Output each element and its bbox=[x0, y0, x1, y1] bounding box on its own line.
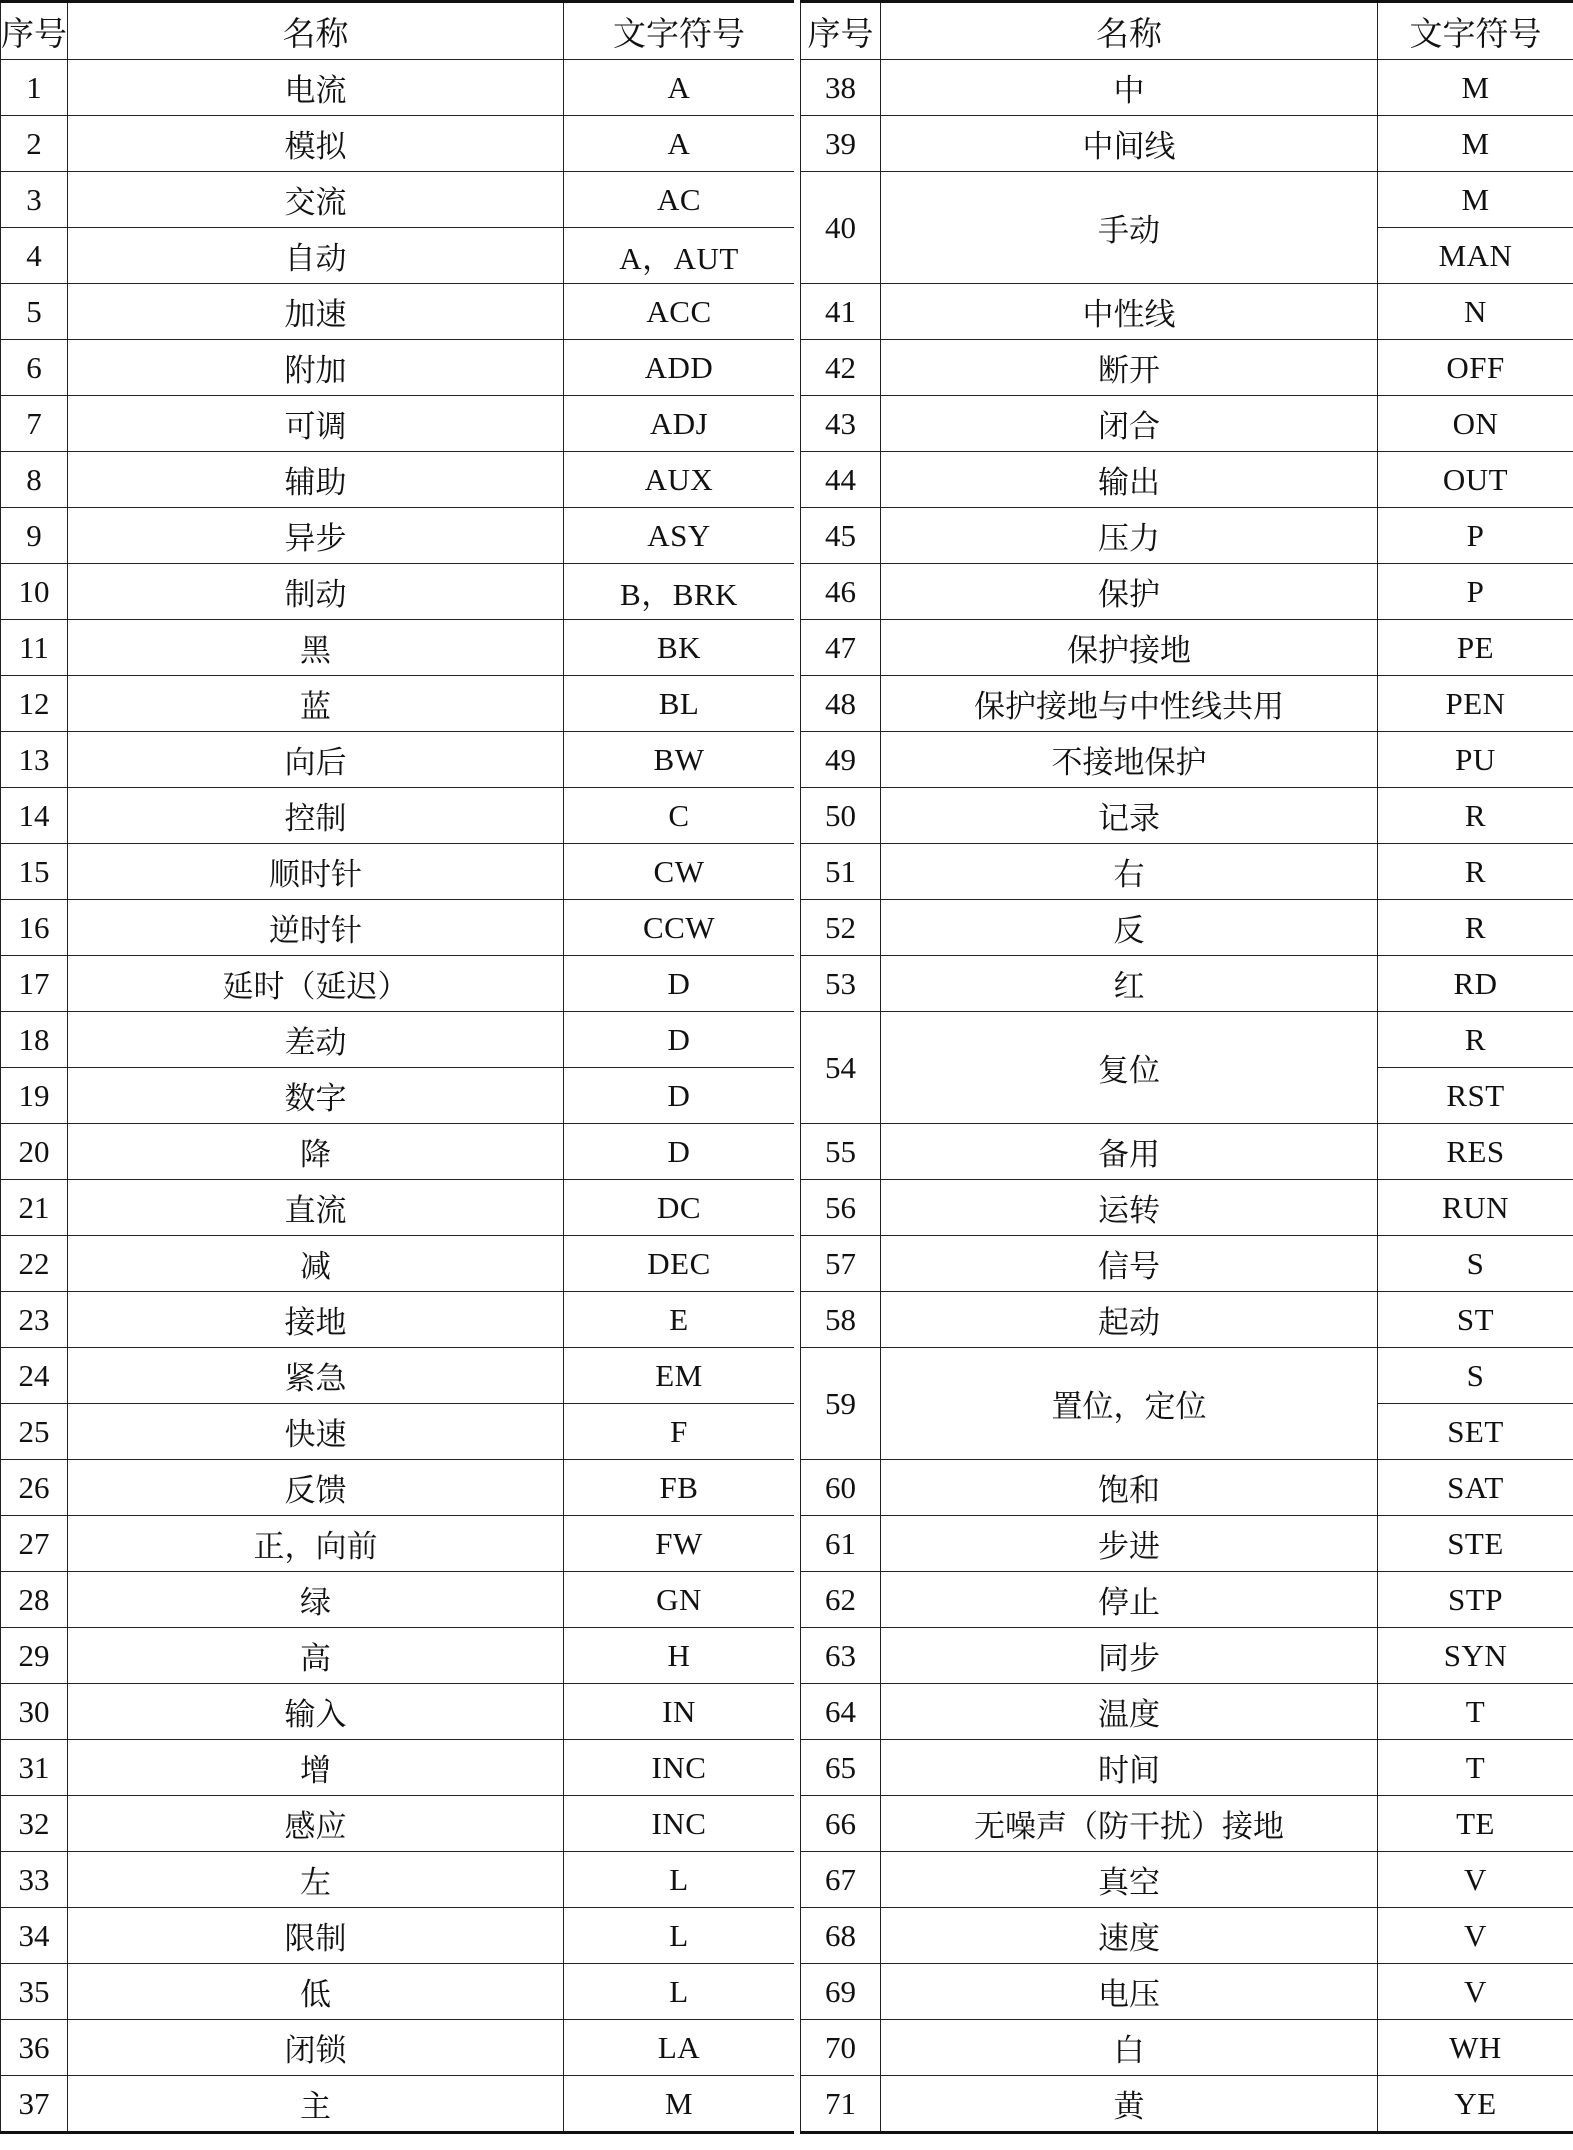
row-symbol: FB bbox=[564, 1460, 795, 1516]
header-symbol: 文字符号 bbox=[564, 2, 795, 60]
row-name: 步进 bbox=[881, 1516, 1378, 1572]
row-number: 70 bbox=[801, 2020, 881, 2076]
table-row bbox=[801, 1628, 1573, 1684]
row-name: 主 bbox=[68, 2076, 564, 2133]
table-row bbox=[801, 1012, 1573, 1068]
row-symbol: YE bbox=[1378, 2076, 1573, 2133]
row-symbol: BW bbox=[564, 732, 795, 788]
table-row bbox=[801, 1180, 1573, 1236]
row-name: 无噪声（防干扰）接地 bbox=[881, 1796, 1378, 1852]
table-row bbox=[1, 452, 795, 508]
table-row bbox=[801, 1796, 1573, 1852]
row-number: 13 bbox=[1, 732, 68, 788]
table-row bbox=[1, 116, 795, 172]
row-name: 复位 bbox=[881, 1012, 1378, 1124]
row-symbol: IN bbox=[564, 1684, 795, 1740]
right-table bbox=[800, 0, 1573, 2134]
table-row bbox=[801, 284, 1573, 340]
table-row bbox=[1, 284, 795, 340]
row-number: 21 bbox=[1, 1180, 68, 1236]
row-symbol: C bbox=[564, 788, 795, 844]
row-name: 感应 bbox=[68, 1796, 564, 1852]
row-number: 24 bbox=[1, 1348, 68, 1404]
row-number: 19 bbox=[1, 1068, 68, 1124]
row-number: 6 bbox=[1, 340, 68, 396]
row-symbol: SYN bbox=[1378, 1628, 1573, 1684]
row-number: 10 bbox=[1, 564, 68, 620]
row-number: 55 bbox=[801, 1124, 881, 1180]
table-row bbox=[801, 1348, 1573, 1404]
row-name: 数字 bbox=[68, 1068, 564, 1124]
table-row bbox=[1, 1460, 795, 1516]
table-row bbox=[1, 620, 795, 676]
row-name: 保护接地 bbox=[881, 620, 1378, 676]
row-number: 18 bbox=[1, 1012, 68, 1068]
row-name: 中间线 bbox=[881, 116, 1378, 172]
row-number: 26 bbox=[1, 1460, 68, 1516]
row-number: 38 bbox=[801, 60, 881, 116]
row-symbol: T bbox=[1378, 1740, 1573, 1796]
row-number: 71 bbox=[801, 2076, 881, 2133]
row-symbol: MAN bbox=[1378, 228, 1573, 284]
row-symbol: P bbox=[1378, 508, 1573, 564]
row-number: 34 bbox=[1, 1908, 68, 1964]
row-symbol: STP bbox=[1378, 1572, 1573, 1628]
row-name: 输入 bbox=[68, 1684, 564, 1740]
row-number: 46 bbox=[801, 564, 881, 620]
header-name: 名称 bbox=[881, 2, 1378, 60]
row-name: 向后 bbox=[68, 732, 564, 788]
row-number: 69 bbox=[801, 1964, 881, 2020]
row-name: 正，向前 bbox=[68, 1516, 564, 1572]
row-name: 闭锁 bbox=[68, 2020, 564, 2076]
row-number: 41 bbox=[801, 284, 881, 340]
row-name: 同步 bbox=[881, 1628, 1378, 1684]
row-name: 电流 bbox=[68, 60, 564, 116]
row-number: 53 bbox=[801, 956, 881, 1012]
row-name: 压力 bbox=[881, 508, 1378, 564]
table-row bbox=[1, 1404, 795, 1460]
row-name: 辅助 bbox=[68, 452, 564, 508]
row-name: 手动 bbox=[881, 172, 1378, 284]
table-row bbox=[1, 732, 795, 788]
row-symbol: L bbox=[564, 1964, 795, 2020]
table-row bbox=[1, 60, 795, 116]
row-number: 11 bbox=[1, 620, 68, 676]
row-symbol: A bbox=[564, 116, 795, 172]
row-number: 35 bbox=[1, 1964, 68, 2020]
row-symbol: GN bbox=[564, 1572, 795, 1628]
row-number: 4 bbox=[1, 228, 68, 284]
row-symbol: AUX bbox=[564, 452, 795, 508]
table-row bbox=[1, 676, 795, 732]
row-name: 中 bbox=[881, 60, 1378, 116]
table-row bbox=[1, 1012, 795, 1068]
row-number: 59 bbox=[801, 1348, 881, 1460]
header-no: 序号 bbox=[801, 2, 881, 60]
table-row bbox=[1, 1180, 795, 1236]
row-name: 闭合 bbox=[881, 396, 1378, 452]
table-row bbox=[801, 1460, 1573, 1516]
table-row bbox=[1, 1236, 795, 1292]
table-row bbox=[1, 1852, 795, 1908]
row-name: 减 bbox=[68, 1236, 564, 1292]
row-name: 保护 bbox=[881, 564, 1378, 620]
table-row bbox=[1, 508, 795, 564]
row-number: 40 bbox=[801, 172, 881, 284]
row-symbol: P bbox=[1378, 564, 1573, 620]
row-number: 47 bbox=[801, 620, 881, 676]
table-row bbox=[801, 396, 1573, 452]
row-name: 控制 bbox=[68, 788, 564, 844]
row-symbol: WH bbox=[1378, 2020, 1573, 2076]
table-row bbox=[801, 2076, 1573, 2133]
row-symbol: DEC bbox=[564, 1236, 795, 1292]
row-symbol: V bbox=[1378, 1852, 1573, 1908]
row-symbol: D bbox=[564, 1012, 795, 1068]
row-symbol: PU bbox=[1378, 732, 1573, 788]
table-row bbox=[801, 1292, 1573, 1348]
table-row bbox=[1, 844, 795, 900]
row-name: 右 bbox=[881, 844, 1378, 900]
row-name: 黑 bbox=[68, 620, 564, 676]
row-name: 限制 bbox=[68, 1908, 564, 1964]
row-symbol: ST bbox=[1378, 1292, 1573, 1348]
row-name: 附加 bbox=[68, 340, 564, 396]
row-symbol: A，AUT bbox=[564, 228, 795, 284]
row-number: 58 bbox=[801, 1292, 881, 1348]
row-symbol: R bbox=[1378, 844, 1573, 900]
row-number: 42 bbox=[801, 340, 881, 396]
row-name: 降 bbox=[68, 1124, 564, 1180]
row-name: 反馈 bbox=[68, 1460, 564, 1516]
row-number: 12 bbox=[1, 676, 68, 732]
row-symbol: RST bbox=[1378, 1068, 1573, 1124]
table-row bbox=[1, 564, 795, 620]
row-number: 54 bbox=[801, 1012, 881, 1124]
row-symbol: TE bbox=[1378, 1796, 1573, 1852]
row-number: 22 bbox=[1, 1236, 68, 1292]
row-name: 增 bbox=[68, 1740, 564, 1796]
row-symbol: D bbox=[564, 1068, 795, 1124]
row-number: 27 bbox=[1, 1516, 68, 1572]
row-number: 62 bbox=[801, 1572, 881, 1628]
row-number: 36 bbox=[1, 2020, 68, 2076]
row-symbol: OUT bbox=[1378, 452, 1573, 508]
row-name: 直流 bbox=[68, 1180, 564, 1236]
row-number: 30 bbox=[1, 1684, 68, 1740]
row-symbol: ADJ bbox=[564, 396, 795, 452]
row-name: 低 bbox=[68, 1964, 564, 2020]
header-no: 序号 bbox=[1, 2, 68, 60]
row-name: 加速 bbox=[68, 284, 564, 340]
table-row bbox=[801, 844, 1573, 900]
row-name: 顺时针 bbox=[68, 844, 564, 900]
row-name: 记录 bbox=[881, 788, 1378, 844]
row-number: 39 bbox=[801, 116, 881, 172]
row-symbol: CW bbox=[564, 844, 795, 900]
row-number: 51 bbox=[801, 844, 881, 900]
header-name: 名称 bbox=[68, 2, 564, 60]
row-symbol: R bbox=[1378, 1012, 1573, 1068]
row-symbol: SET bbox=[1378, 1404, 1573, 1460]
row-symbol: BL bbox=[564, 676, 795, 732]
table-row bbox=[801, 1964, 1573, 2020]
row-symbol: M bbox=[1378, 116, 1573, 172]
row-number: 32 bbox=[1, 1796, 68, 1852]
row-number: 67 bbox=[801, 1852, 881, 1908]
row-number: 8 bbox=[1, 452, 68, 508]
table-row bbox=[1, 1628, 795, 1684]
table-row bbox=[801, 1236, 1573, 1292]
right-table-body bbox=[801, 60, 1573, 2133]
row-name: 信号 bbox=[881, 1236, 1378, 1292]
table-row bbox=[1, 1068, 795, 1124]
row-number: 56 bbox=[801, 1180, 881, 1236]
row-name: 饱和 bbox=[881, 1460, 1378, 1516]
row-name: 左 bbox=[68, 1852, 564, 1908]
row-number: 64 bbox=[801, 1684, 881, 1740]
table-row bbox=[801, 620, 1573, 676]
row-number: 17 bbox=[1, 956, 68, 1012]
row-symbol: L bbox=[564, 1908, 795, 1964]
row-symbol: DC bbox=[564, 1180, 795, 1236]
row-name: 断开 bbox=[881, 340, 1378, 396]
row-symbol: INC bbox=[564, 1796, 795, 1852]
table-row bbox=[1, 396, 795, 452]
row-symbol: RES bbox=[1378, 1124, 1573, 1180]
row-name: 备用 bbox=[881, 1124, 1378, 1180]
row-name: 交流 bbox=[68, 172, 564, 228]
row-symbol: PE bbox=[1378, 620, 1573, 676]
row-symbol: INC bbox=[564, 1740, 795, 1796]
table-row bbox=[801, 1908, 1573, 1964]
row-symbol: R bbox=[1378, 900, 1573, 956]
table-row bbox=[801, 676, 1573, 732]
row-number: 1 bbox=[1, 60, 68, 116]
row-symbol: R bbox=[1378, 788, 1573, 844]
table-row bbox=[1, 1740, 795, 1796]
table-row bbox=[801, 1516, 1573, 1572]
row-name: 高 bbox=[68, 1628, 564, 1684]
table-row bbox=[1, 1348, 795, 1404]
row-name: 反 bbox=[881, 900, 1378, 956]
row-name: 自动 bbox=[68, 228, 564, 284]
row-number: 23 bbox=[1, 1292, 68, 1348]
row-number: 50 bbox=[801, 788, 881, 844]
row-symbol: LA bbox=[564, 2020, 795, 2076]
row-name: 白 bbox=[881, 2020, 1378, 2076]
row-name: 制动 bbox=[68, 564, 564, 620]
row-number: 28 bbox=[1, 1572, 68, 1628]
row-number: 33 bbox=[1, 1852, 68, 1908]
table-row bbox=[801, 564, 1573, 620]
left-table-body bbox=[1, 60, 795, 2133]
row-symbol: S bbox=[1378, 1348, 1573, 1404]
row-symbol: T bbox=[1378, 1684, 1573, 1740]
row-number: 31 bbox=[1, 1740, 68, 1796]
row-symbol: N bbox=[1378, 284, 1573, 340]
row-number: 20 bbox=[1, 1124, 68, 1180]
row-number: 9 bbox=[1, 508, 68, 564]
row-name: 中性线 bbox=[881, 284, 1378, 340]
row-name: 运转 bbox=[881, 1180, 1378, 1236]
row-name: 可调 bbox=[68, 396, 564, 452]
table-row bbox=[1, 1796, 795, 1852]
row-name: 温度 bbox=[881, 1684, 1378, 1740]
table-row bbox=[801, 732, 1573, 788]
row-symbol: CCW bbox=[564, 900, 795, 956]
row-symbol: ASY bbox=[564, 508, 795, 564]
row-symbol: M bbox=[1378, 60, 1573, 116]
table-row bbox=[801, 172, 1573, 228]
row-number: 14 bbox=[1, 788, 68, 844]
row-number: 48 bbox=[801, 676, 881, 732]
table-row bbox=[1, 1292, 795, 1348]
row-symbol: BK bbox=[564, 620, 795, 676]
row-symbol: B，BRK bbox=[564, 564, 795, 620]
row-symbol: ON bbox=[1378, 396, 1573, 452]
table-row bbox=[801, 508, 1573, 564]
row-number: 44 bbox=[801, 452, 881, 508]
row-number: 25 bbox=[1, 1404, 68, 1460]
table-row bbox=[1, 1684, 795, 1740]
row-name: 延时（延迟） bbox=[68, 956, 564, 1012]
row-symbol: EM bbox=[564, 1348, 795, 1404]
row-number: 68 bbox=[801, 1908, 881, 1964]
table-row bbox=[1, 340, 795, 396]
row-symbol: M bbox=[1378, 172, 1573, 228]
row-symbol: OFF bbox=[1378, 340, 1573, 396]
table-row bbox=[801, 116, 1573, 172]
row-number: 61 bbox=[801, 1516, 881, 1572]
row-number: 65 bbox=[801, 1740, 881, 1796]
row-symbol: FW bbox=[564, 1516, 795, 1572]
table-row bbox=[801, 1124, 1573, 1180]
row-number: 57 bbox=[801, 1236, 881, 1292]
table-row bbox=[1, 1908, 795, 1964]
row-number: 66 bbox=[801, 1796, 881, 1852]
table-row bbox=[801, 956, 1573, 1012]
table-row bbox=[1, 956, 795, 1012]
row-symbol: ACC bbox=[564, 284, 795, 340]
row-number: 45 bbox=[801, 508, 881, 564]
table-row bbox=[1, 172, 795, 228]
row-number: 52 bbox=[801, 900, 881, 956]
row-name: 红 bbox=[881, 956, 1378, 1012]
table-row bbox=[801, 1572, 1573, 1628]
row-number: 60 bbox=[801, 1460, 881, 1516]
row-symbol: AC bbox=[564, 172, 795, 228]
table-row bbox=[801, 1684, 1573, 1740]
table-row bbox=[801, 452, 1573, 508]
row-name: 不接地保护 bbox=[881, 732, 1378, 788]
row-name: 绿 bbox=[68, 1572, 564, 1628]
row-name: 速度 bbox=[881, 1908, 1378, 1964]
row-number: 29 bbox=[1, 1628, 68, 1684]
row-symbol: L bbox=[564, 1852, 795, 1908]
row-number: 43 bbox=[801, 396, 881, 452]
row-name: 保护接地与中性线共用 bbox=[881, 676, 1378, 732]
row-symbol: STE bbox=[1378, 1516, 1573, 1572]
row-name: 快速 bbox=[68, 1404, 564, 1460]
table-row bbox=[1, 2076, 795, 2133]
row-symbol: H bbox=[564, 1628, 795, 1684]
table-row bbox=[801, 340, 1573, 396]
table-row bbox=[801, 1852, 1573, 1908]
row-number: 2 bbox=[1, 116, 68, 172]
row-symbol: M bbox=[564, 2076, 795, 2133]
table-row bbox=[1, 1964, 795, 2020]
row-name: 停止 bbox=[881, 1572, 1378, 1628]
row-name: 蓝 bbox=[68, 676, 564, 732]
row-name: 置位，定位 bbox=[881, 1348, 1378, 1460]
table-row bbox=[1, 228, 795, 284]
table-row bbox=[1, 1516, 795, 1572]
row-name: 真空 bbox=[881, 1852, 1378, 1908]
row-symbol: SAT bbox=[1378, 1460, 1573, 1516]
table-row bbox=[1, 1572, 795, 1628]
row-name: 差动 bbox=[68, 1012, 564, 1068]
table-row bbox=[1, 900, 795, 956]
header-symbol: 文字符号 bbox=[1378, 2, 1573, 60]
table-row bbox=[1, 788, 795, 844]
row-name: 紧急 bbox=[68, 1348, 564, 1404]
row-name: 逆时针 bbox=[68, 900, 564, 956]
row-number: 49 bbox=[801, 732, 881, 788]
table-row bbox=[801, 2020, 1573, 2076]
row-symbol: PEN bbox=[1378, 676, 1573, 732]
row-name: 异步 bbox=[68, 508, 564, 564]
row-number: 3 bbox=[1, 172, 68, 228]
row-name: 模拟 bbox=[68, 116, 564, 172]
row-symbol: E bbox=[564, 1292, 795, 1348]
row-symbol: V bbox=[1378, 1908, 1573, 1964]
row-number: 16 bbox=[1, 900, 68, 956]
row-name: 输出 bbox=[881, 452, 1378, 508]
table-row bbox=[801, 60, 1573, 116]
row-symbol: D bbox=[564, 1124, 795, 1180]
row-symbol: F bbox=[564, 1404, 795, 1460]
row-symbol: A bbox=[564, 60, 795, 116]
row-name: 时间 bbox=[881, 1740, 1378, 1796]
row-name: 起动 bbox=[881, 1292, 1378, 1348]
row-number: 5 bbox=[1, 284, 68, 340]
left-header-row bbox=[1, 2, 795, 60]
row-number: 63 bbox=[801, 1628, 881, 1684]
row-symbol: ADD bbox=[564, 340, 795, 396]
table-row bbox=[801, 1740, 1573, 1796]
row-symbol: RUN bbox=[1378, 1180, 1573, 1236]
right-header-row bbox=[801, 2, 1573, 60]
row-number: 37 bbox=[1, 2076, 68, 2133]
table-row bbox=[801, 788, 1573, 844]
row-number: 15 bbox=[1, 844, 68, 900]
row-symbol: RD bbox=[1378, 956, 1573, 1012]
row-number: 7 bbox=[1, 396, 68, 452]
row-symbol: V bbox=[1378, 1964, 1573, 2020]
row-symbol: D bbox=[564, 956, 795, 1012]
table-row bbox=[1, 1124, 795, 1180]
table-row bbox=[1, 2020, 795, 2076]
table-row bbox=[801, 900, 1573, 956]
row-symbol: S bbox=[1378, 1236, 1573, 1292]
row-name: 黄 bbox=[881, 2076, 1378, 2133]
row-name: 电压 bbox=[881, 1964, 1378, 2020]
row-name: 接地 bbox=[68, 1292, 564, 1348]
